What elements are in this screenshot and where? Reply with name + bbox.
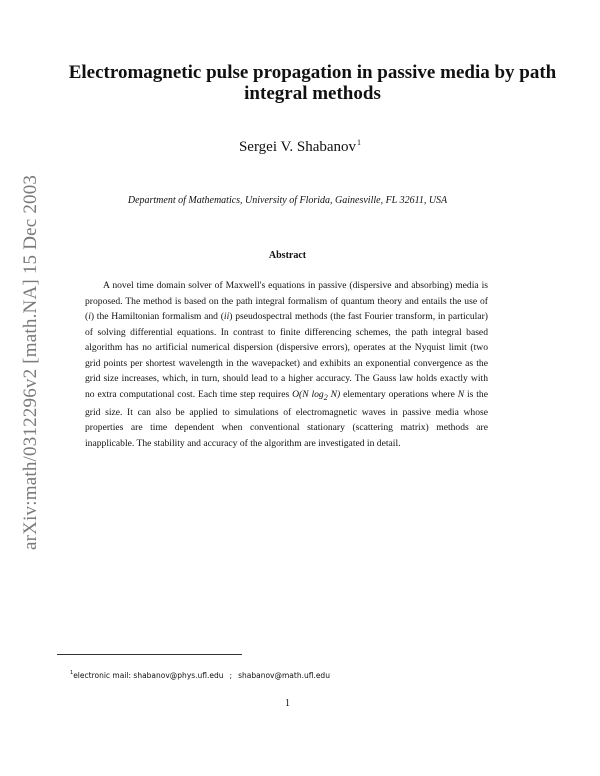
abstract-text: ) the Hamiltonian formalism and ( <box>90 311 224 322</box>
author-footnote-mark: 1 <box>357 138 362 147</box>
email-link-math[interactable]: shabanov@math.ufl.edu <box>238 671 330 680</box>
arxiv-identifier-margin <box>20 160 42 550</box>
page-number: 1 <box>285 698 290 709</box>
paper-title: Electromagnetic pulse propagation in passive media by path integral methods <box>68 62 557 104</box>
abstract-text: ) pseudospectral methods (the fast Fourier transform, in particular) of solving differential equations. In contrast to finite differencing schemes, the path integral based algorithm has no artificial numerical dispersion (dispersive errors), operates at the Nyquist limit (two grid points per shortest wavelength in the wavepacket) and exhibits an exponential convergence as the grid size increases, which, in turn, should lead to a higher accuracy. The Gauss law holds exactly with no extra computational cost. Each time step requires <box>85 311 488 400</box>
abstract-item-i: i <box>88 311 91 322</box>
abstract-item-ii: ii <box>223 311 230 322</box>
grid-size-symbol: N <box>457 388 465 400</box>
complexity-formula: O(N $\log_2 N$) <box>292 388 341 402</box>
abstract-text: A novel time domain solver of Maxwell's equations in passive (dispersive and absorbing) media is proposed. The method is based on the path integral formalism of quantum theory and entails the use of ( <box>85 280 488 322</box>
footnote <box>70 670 540 680</box>
footnote-rule <box>57 654 242 655</box>
footnote-label: electronic mail: <box>73 671 132 680</box>
footnote-separator: ; <box>229 671 233 680</box>
abstract-text: is the grid size. It can also be applied to simulations of electromagnetic waves in passive media whose properties are time dependent when conventional stationary (scattering matrix) methods are inapplicable. The stability and accuracy of the algorithm are investigated in detail. <box>85 388 488 449</box>
abstract-text: elementary operations where <box>340 388 458 400</box>
arxiv-identifier: arXiv:math/0312296v2 [math.NA] 15 Dec 2003 <box>20 174 41 550</box>
abstract-heading: Abstract <box>268 250 307 261</box>
footnote-mark: 1 <box>70 670 74 676</box>
author-name: Sergei V. Shabanov <box>238 139 357 155</box>
email-link-phys[interactable]: shabanov@phys.ufl.edu <box>133 671 224 680</box>
author-line <box>0 138 600 156</box>
affiliation: Department of Mathematics, University of Florida, Gainesville, FL 32611, USA <box>127 195 448 206</box>
abstract-body <box>85 278 488 451</box>
